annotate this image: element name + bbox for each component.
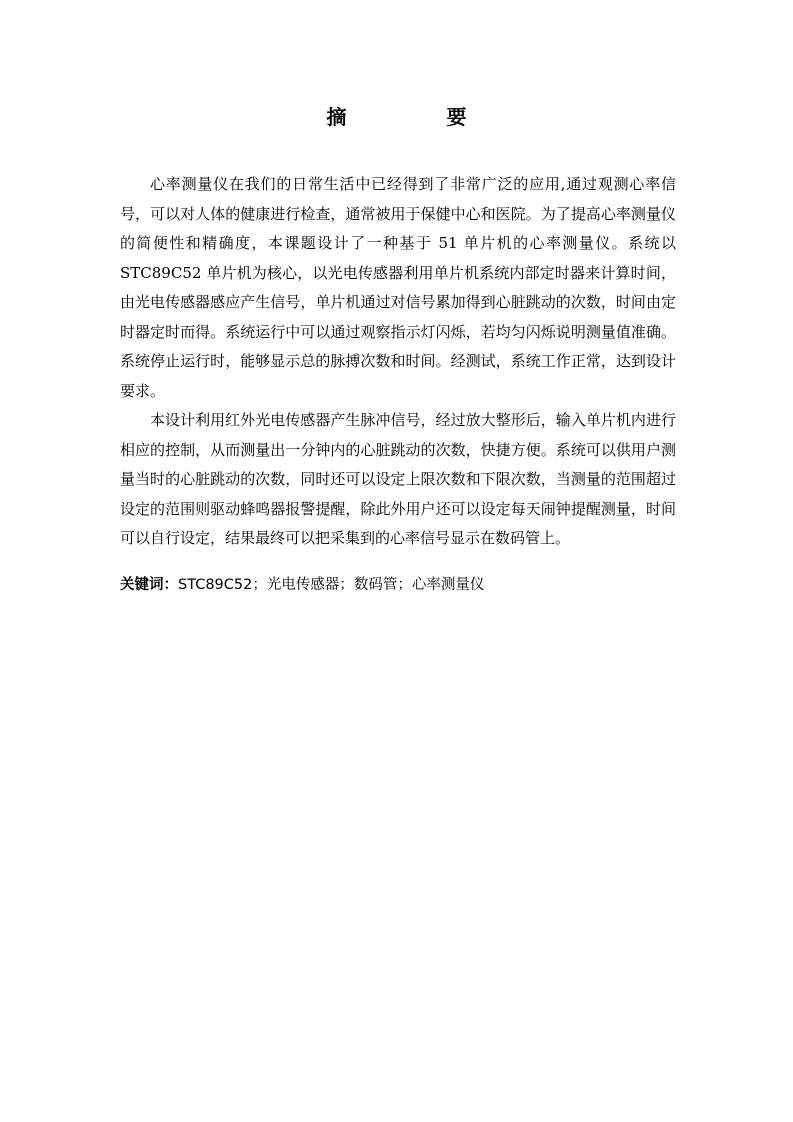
abstract-paragraph-1: 心率测量仪在我们的日常生活中已经得到了非常广泛的应用,通过观测心率信号，可以对人体的健康进行检查，通常被用于保健中心和医院。为了提高心率测量仪的简便性和精确度，本课题设计了一种基于 51 单片机的心率测量仪。系统以 STC89C52 单片机为核心，以光电传感器利用单片机系统内部定时器来计算时间，由光电传感器感应产生信号，单片机通过对信号累加得到心脏跳动的次数，时间由定时器定时而得。系统运行中可以通过观察指示灯闪烁，若均匀闪烁说明测量值准确。系统停止运行时，能够显示总的脉搏次数和时间。经测试，系统工作正常，达到设计要求。 [120,175,676,400]
keywords-text: STC89C52；光电传感器；数码管；心率测量仪 [178,577,485,593]
keywords-line [120,571,680,599]
abstract-paragraph-2: 本设计利用红外光电传感器产生脉冲信号，经过放大整形后，输入单片机内进行相应的控制，从而测量出一分钟内的心脏跳动的次数，快捷方便。系统可以供用户测量当时的心脏跳动的次数，同时还可以设定上限次数和下限次数，当测量的范围超过设定的范围则驱动蜂鸣器报警提醒，除此外用户还可以设定每天闹钟提醒测量，时间可以自行设定，结果最终可以把采集到的心率信号显示在数码管上。 [120,411,676,547]
abstract-body [120,170,676,554]
page-title: 摘 要 [326,105,507,129]
keywords-label: 关键词： [120,577,178,593]
